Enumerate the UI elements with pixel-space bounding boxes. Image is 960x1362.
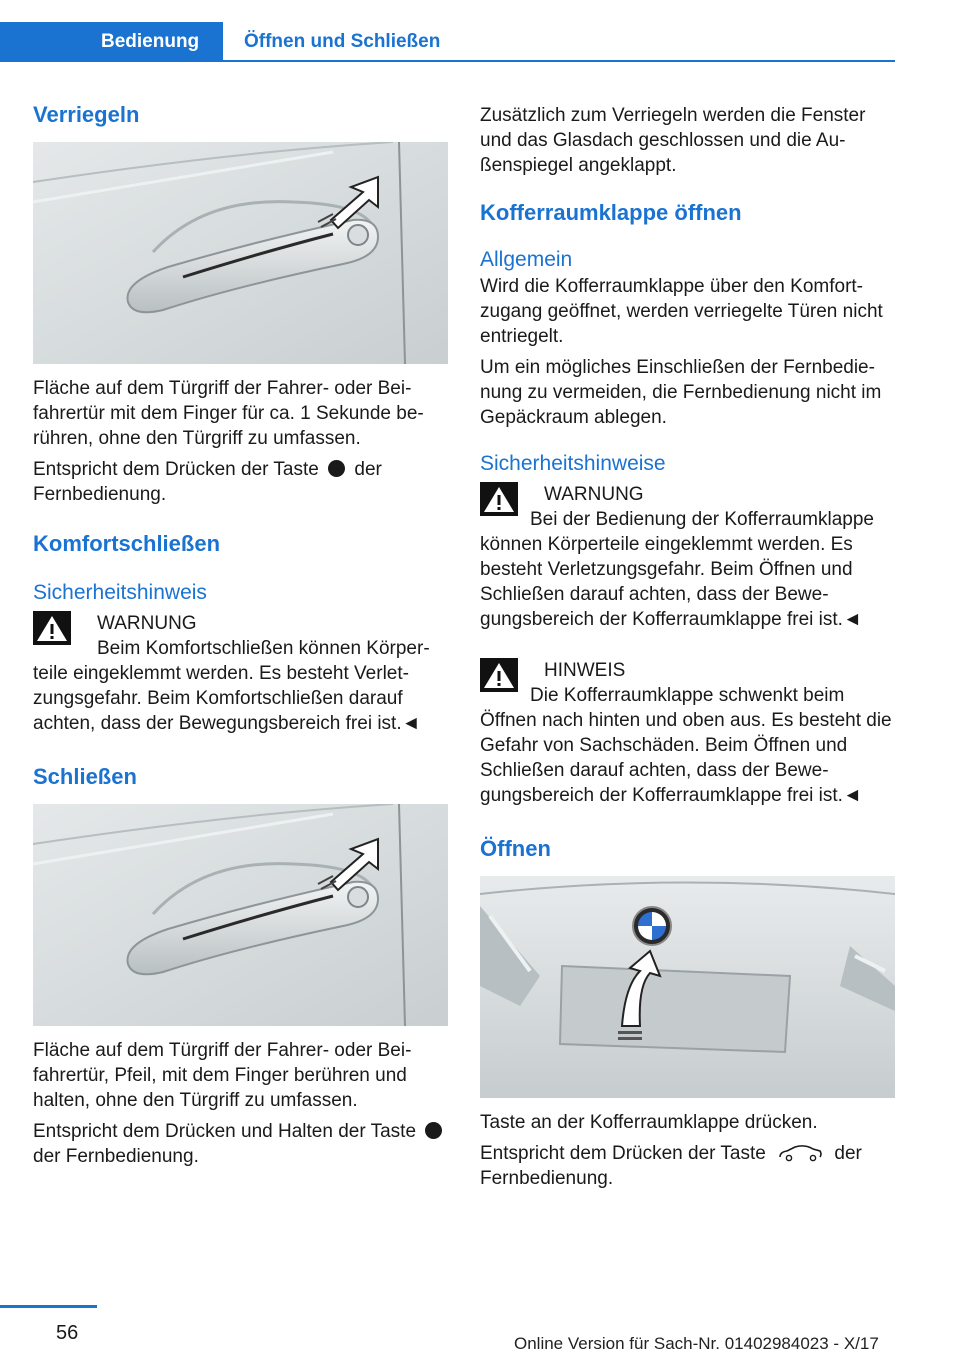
paragraph-allgemein-2: Um ein mögliches Einschließen der Fernbedienung zu vermeiden, die Fernbedienung nicht im Gepäckraum ablegen. — [480, 357, 882, 428]
heading-verriegeln: Verriegeln — [33, 102, 140, 127]
paragraph-schliessen-2 — [33, 1119, 448, 1169]
warning-box-kofferraum — [480, 482, 896, 632]
right-column — [480, 100, 896, 1197]
paragraph-oeffnen-1: Taste an der Kofferraumklappe drücken. — [480, 1112, 818, 1133]
paragraph-allgemein-1: Wird die Kofferraumklappe über den Komfortzugang geöffnet, werden verriegelte Türen nicht entriegelt. — [480, 276, 883, 347]
paragraph-oeffnen-2-post: der Fernbedienung. — [480, 1143, 862, 1189]
tab-bedienung[interactable]: Bedienung — [0, 22, 223, 62]
heading-sicherheitshinweise: Sicherheitshinweise — [480, 452, 666, 475]
warning-triangle-icon — [480, 482, 518, 516]
paragraph-intro: Zusätzlich zum Verriegeln werden die Fenster und das Glasdach geschlossen und die Außenspiegel angeklappt. — [480, 105, 866, 176]
paragraph-verriegeln-2-post: der Fernbedienung. — [33, 459, 382, 505]
warning-label: WARNUNG — [544, 484, 644, 505]
paragraph-schliessen-1: Fläche auf dem Türgriff der Fahrer- oder Beifahrertür, Pfeil, mit dem Finger berühren und halten, ohne den Türgriff zu umfassen. — [33, 1040, 412, 1111]
heading-sicherheitshinweis: Sicherheitshinweis — [33, 581, 207, 604]
hint-box-kofferraum — [480, 658, 896, 808]
heading-oeffnen: Öffnen — [480, 836, 551, 861]
door-handle-close-figure — [33, 804, 448, 1026]
paragraph-verriegeln-1: Fläche auf dem Türgriff der Fahrer- oder Beifahrertür mit dem Finger für ca. 1 Sekunde berühren, ohne den Türgriff zu umfassen. — [33, 378, 424, 449]
hint-text-content: Die Kofferraumklappe schwenkt beim Öffnen nach hinten und oben aus. Es besteht die Gefahr von Sachschäden. Beim Öffnen und Schließen darauf achten, dass der Bewegungsbereich der Kofferraumklappe frei ist.◄ — [480, 685, 892, 806]
paragraph-schliessen-2-pre: Entspricht dem Drücken und Halten der Taste — [33, 1121, 417, 1142]
lock-button-icon — [425, 1122, 442, 1139]
paragraph-oeffnen-2 — [480, 1141, 896, 1191]
paragraph-schliessen-2-post: der Fernbedienung. — [33, 1146, 199, 1167]
warning-text — [480, 507, 896, 632]
hint-triangle-icon — [480, 658, 518, 692]
warning-text — [33, 636, 448, 736]
warning-box-komfort — [33, 611, 448, 736]
hint-text — [480, 683, 896, 808]
footer-rule — [0, 1305, 97, 1308]
warning-label: WARNUNG — [97, 613, 197, 634]
warning-text-content: Bei der Bedienung der Kofferraumklappe können Körperteile eingeklemmt werden. Es besteht Verletzungsgefahr. Beim Öffnen und Schließen darauf achten, dass der Bewegungsbereich der Kofferraumklappe frei ist.◄ — [480, 509, 874, 630]
hint-label: HINWEIS — [544, 660, 626, 681]
paragraph-oeffnen-2-pre: Entspricht dem Drücken der Taste — [480, 1143, 766, 1164]
paragraph-verriegeln-2-pre: Entspricht dem Drücken der Taste — [33, 459, 319, 480]
car-trunk-icon — [777, 1144, 823, 1162]
online-version-note: Online Version für Sach-Nr. 01402984023 - X/17 — [514, 1334, 879, 1353]
heading-allgemein: Allgemein — [480, 248, 573, 271]
warning-triangle-icon — [33, 611, 71, 645]
heading-kofferraumklappe-oeffnen: Kofferraumklappe öffnen — [480, 200, 742, 225]
page-number: 56 — [56, 1322, 79, 1344]
lock-button-icon — [328, 460, 345, 477]
tab-oeffnen-schliessen[interactable]: Öffnen und Schließen — [244, 31, 441, 52]
door-handle-lock-figure — [33, 142, 448, 364]
heading-schliessen: Schließen — [33, 764, 137, 789]
page-header — [0, 22, 895, 62]
trunk-button-figure — [480, 876, 895, 1098]
warning-text-content: Beim Komfortschließen können Körperteile eingeklemmt werden. Es besteht Verletzungsgefahr. Beim Komfortschließen darauf achten, dass der Bewegungsbereich frei ist.◄ — [33, 638, 430, 734]
heading-komfortschliessen: Komfortschließen — [33, 531, 221, 556]
left-column — [33, 100, 448, 1175]
paragraph-verriegeln-2 — [33, 457, 448, 507]
